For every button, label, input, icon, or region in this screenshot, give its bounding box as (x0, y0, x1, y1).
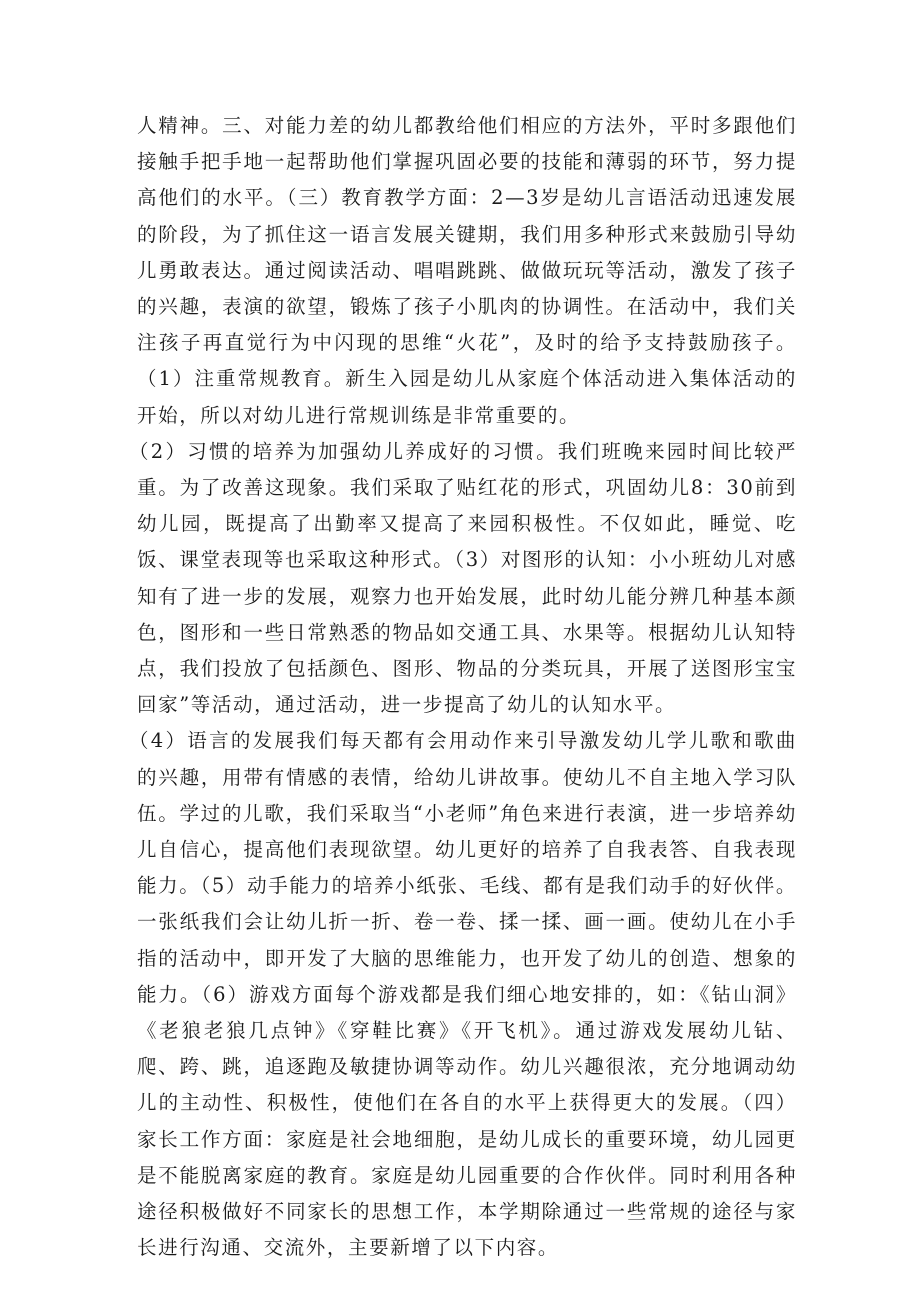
paragraph-2: （2）习惯的培养为加强幼儿养成好的习惯。我们班晚来园时间比较严重。为了改善这现象。我们采取了贴红花的形式，巩固幼儿8：30前到幼儿园，既提高了出勤率又提高了来园积极性。不仅如此，睡觉、吃饭、课堂表现等也采取这种形式。（3）对图形的认知：小小班幼儿对感知有了进一步的发展，观察力也开始发展，此时幼儿能分辨几种基本颜色，图形和一些日常熟悉的物品如交通工具、水果等。根据幼儿认知特点，我们投放了包括颜色、图形、物品的分类玩具，开展了送图形宝宝回家”等活动，通过活动，进一步提高了幼儿的认知水平。 (129, 439, 797, 717)
paragraph-1: 人精神。三、对能力差的幼儿都教给他们相应的方法外，平时多跟他们接触手把手地一起帮助他们掌握巩固必要的技能和薄弱的环节，努力提高他们的水平。（三）教育教学方面：2—3岁是幼儿言语活动迅速发展的阶段，为了抓住这一语言发展关键期，我们用多种形式来鼓励引导幼儿勇敢表达。通过阅读活动、唱唱跳跳、做做玩玩等活动，激发了孩子的兴趣，表演的欲望，锻炼了孩子小肌肉的协调性。在活动中，我们关注孩子再直觉行为中闪现的思维“火花”，及时的给予支持鼓励孩子。（1）注重常规教育。新生入园是幼儿从家庭个体活动进入集体活动的开始，所以对幼儿进行常规训练是非常重要的。 (137, 114, 797, 427)
document-body (129, 108, 797, 1267)
paragraph-3: （4）语言的发展我们每天都有会用动作来引导激发幼儿学儿歌和歌曲的兴趣，用带有情感的表情，给幼儿讲故事。使幼儿不自主地入学习队伍。学过的儿歌，我们采取当“小老师”角色来进行表演，进一步培养幼儿自信心，提高他们表现欲望。幼儿更好的培养了自我表答、自我表现能力。（5）动手能力的培养小纸张、毛线、都有是我们动手的好伙伴。一张纸我们会让幼儿折一折、卷一卷、揉一揉、画一画。使幼儿在小手指的活动中，即开发了大脑的思维能力，也开发了幼儿的创造、想象的能力。（6）游戏方面每个游戏都是我们细心地安排的，如：《钻山洞》《老狼老狼几点钟》《穿鞋比赛》《开飞机》。通过游戏发展幼儿钻、爬、跨、跳，追逐跑及敏捷协调等动作。幼儿兴趣很浓，充分地调动幼儿的主动性、积极性，使他们在各自的水平上获得更大的发展。（四）家长工作方面：家庭是社会地细胞，是幼儿成长的重要环境，幼儿园更是不能脱离家庭的教育。家庭是幼儿园重要的合作伙伴。同时利用各种途径积极做好不同家长的思想工作，本学期除通过一些常规的途径与家长进行沟通、交流外，主要新增了以下内容。 (129, 729, 797, 1260)
